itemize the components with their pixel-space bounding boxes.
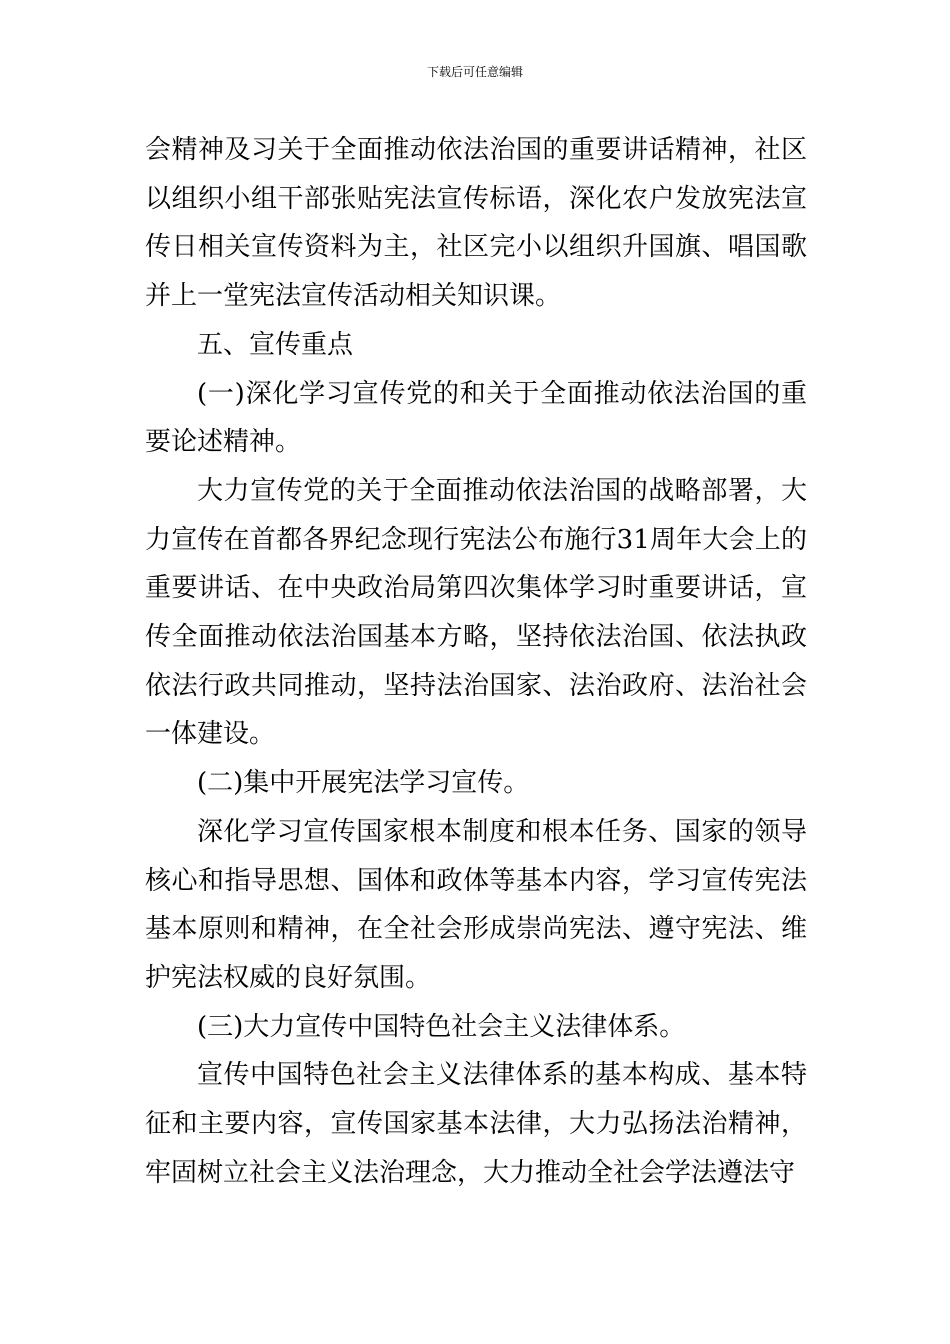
section-heading-five: 五、宣传重点 xyxy=(197,329,354,360)
document-body xyxy=(145,126,807,1197)
page-header-note: 下载后可任意编辑 xyxy=(426,65,523,79)
subheading-one: (一)深化学习宣传党的和关于全面推动依法治国的重要论述精神。 xyxy=(145,378,807,458)
subheading-three: (三)大力宣传中国特色社会主义法律体系。 xyxy=(197,1011,686,1042)
paragraph-continuation: 会精神及习关于全面推动依法治国的重要讲话精神，社区以组织小组干部张贴宪法宣传标语，深化农户发放宪法宣传日相关宣传资料为主，社区完小以组织升国旗、唱国歌并上一堂宪法宣传活动相关知识课。 xyxy=(145,135,807,312)
paragraph-three-body: 宣传中国特色社会主义法律体系的基本构成、基本特征和主要内容，宣传国家基本法律，大力弘扬法治精神，牢固树立社会主义法治理念，大力推动全社会学法遵法守 xyxy=(145,1060,807,1188)
paragraph-one-body: 大力宣传党的关于全面推动依法治国的战略部署，大力宣传在首都各界纪念现行宪法公布施行31周年大会上的重要讲话、在中央政治局第四次集体学习时重要讲话，宣传全面推动依法治国基本方略，坚持依法治国、依法执政依法行政共同推动，坚持法治国家、法治政府、法治社会一体建设。 xyxy=(145,475,807,750)
paragraph-two-body: 深化学习宣传国家根本制度和根本任务、国家的领导核心和指导思想、国体和政体等基本内容，学习宣传宪法基本原则和精神，在全社会形成崇尚宪法、遵守宪法、维护宪法权威的良好氛围。 xyxy=(145,816,807,993)
subheading-two: (二)集中开展宪法学习宣传。 xyxy=(197,768,530,799)
